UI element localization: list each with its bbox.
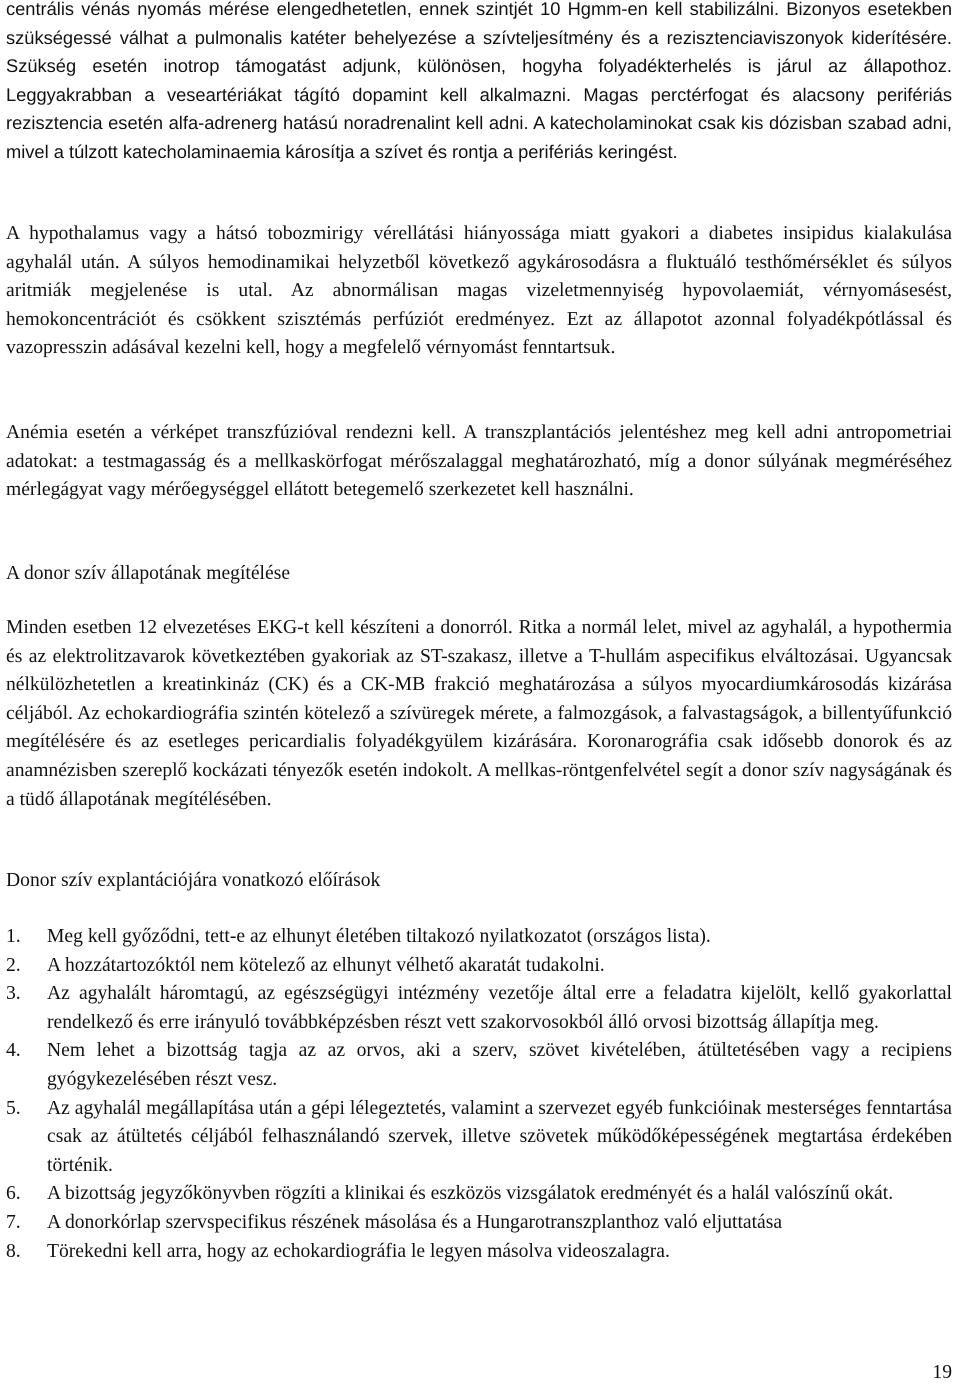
heading-explantation-rules: Donor szív explantációjára vonatkozó előírások <box>6 870 381 891</box>
rules-list <box>6 923 952 1266</box>
paragraph-diabetes-insipidus: A hypothalamus vagy a hátsó tobozmirigy vérellátási hiányossága miatt gyakori a diabetes insipidus kialakulása agyhalál után. A súlyos hemodinamikai helyzetből következő agykárosodásra a fluktuáló testhőmérséklet és súlyos aritmiák megjelenése is utal. Az abnormálisan magas vizeletmennyiség hypovolaemiát, vérnyomásesést, hemokoncentrációt és csökkent szisztémás perfúziót eredményez. Ezt az állapotot azonnal folyadékpótlással és vazopresszin adásával kezelni kell, hogy a megfelelő vérnyomást fenntartsuk. <box>6 223 952 359</box>
list-item-text: Törekedni kell arra, hogy az echokardiográfia le legyen másolva videoszalagra. <box>47 1240 670 1262</box>
list-item-text: Az agyhalál megállapítása után a gépi lélegeztetés, valamint a szervezet egyéb funkcióinak mesterséges fenntartása csak az átültetés céljából felhasználandó szervek, illetve szövetek működőképességének megtartása érdekében történik. <box>47 1097 952 1176</box>
list-item-number: 4. <box>6 1040 21 1062</box>
heading-donor-heart-assessment: A donor szív állapotának megítélése <box>6 563 291 584</box>
list-item-text: Meg kell győződni, tett-e az elhunyt életében tiltakozó nyilatkozatot (országos lista). <box>47 926 711 947</box>
list-item-number: 8. <box>6 1240 21 1262</box>
list-item <box>6 952 952 981</box>
paragraph-hemodynamics: centrális vénás nyomás mérése elengedhetetlen, ennek szintjét 10 Hgmm-en kell stabilizálni. Bizonyos esetekben szükségessé válhat a pulmonalis katéter behelyezése a szívteljesítmény és a rezisztenciaviszonyok kiderítésére. Szükség esetén inotrop támogatást adjunk, különösen, hogyha folyadékterhelés is járul az állapothoz. Leggyakrabban a veseartériákat tágító dopamint kell alkalmazni. Magas perctérfogat és alacsony perifériás rezisztencia esetén alfa-adrenerg hatású noradrenalint kell adni. A katecholaminokat csak kis dózisban szabad adni, mivel a túlzott katecholaminaemia károsítja a szívet és rontja a perifériás keringést. <box>6 0 952 162</box>
list-item-number: 5. <box>6 1097 21 1119</box>
paragraph-anemia-anthropometry: Anémia esetén a vérképet transzfúzióval rendezni kell. A transzplantációs jelentéshez meg kell adni antropometriai adatokat: a testmagasság és a mellkaskörfogat mérőszalaggal meghatározható, míg a donor súlyának megméréséhez mérlegágyat vagy mérőegységgel ellátott betegemelő szerkezetet kell használni. <box>6 422 952 501</box>
list-item-text: Nem lehet a bizottság tagja az az orvos, aki a szerv, szövet kivételében, átültetésében vagy a recipiens gyógykezelésében részt vesz. <box>47 1040 952 1090</box>
page-number: 19 <box>932 1362 952 1383</box>
list-item-text: A hozzátartozóktól nem kötelező az elhunyt vélhető akaratát tudakolni. <box>47 954 605 976</box>
list-item-number: 1. <box>6 926 21 947</box>
list-item-number: 3. <box>6 983 21 1005</box>
list-item <box>6 1209 952 1238</box>
list-item-text: A bizottság jegyzőkönyvben rögzíti a klinikai és eszközös vizsgálatok eredményét és a halál valószínű okát. <box>47 1183 894 1205</box>
list-item <box>6 980 952 1037</box>
list-item-number: 6. <box>6 1183 21 1205</box>
list-item-text: Az agyhalált háromtagú, az egészségügyi intézmény vezetője által erre a feladatra kijelölt, kellő gyakorlattal rendelkező és erre irányuló továbbképzésben részt vett szakorvosokból álló orvosi bizottság állapítja meg. <box>47 983 952 1033</box>
list-item-text: A donorkórlap szervspecifikus részének másolása és a Hungarotranszplanthoz való eljuttatása <box>47 1211 783 1233</box>
list-item-number: 2. <box>6 954 21 976</box>
list-item-number: 7. <box>6 1211 21 1233</box>
list-item <box>6 923 952 952</box>
list-item <box>6 1238 952 1267</box>
paragraph-ecg-echo: Minden esetben 12 elvezetéses EKG-t kell készíteni a donorról. Ritka a normál lelet, mivel az agyhalál, a hypothermia és az elektrolitzavarok következtében gyakoriak az ST-szakasz, illetve a T-hullám aspecifikus elváltozásai. Ugyancsak nélkülözhetetlen a kreatinkináz (CK) és a CK-MB frakció meghatározása a súlyos myocardiumkárosodás kizárása céljából. Az echokardiográfia szintén kötelező a szívüregek mérete, a falmozgások, a falvastagságok, a billentyűfunkció megítélésére és az esetleges pericardialis folyadékgyülem kizárására. Koronarográfia csak idősebb donorok és az anamnézisben szereplő kockázati tényezők esetén indokolt. A mellkas-röntgenfelvétel segít a donor szív nagyságának és a tüdő állapotának megítélésében. <box>6 617 952 810</box>
list-item <box>6 1180 952 1209</box>
list-item <box>6 1095 952 1181</box>
list-item <box>6 1037 952 1094</box>
